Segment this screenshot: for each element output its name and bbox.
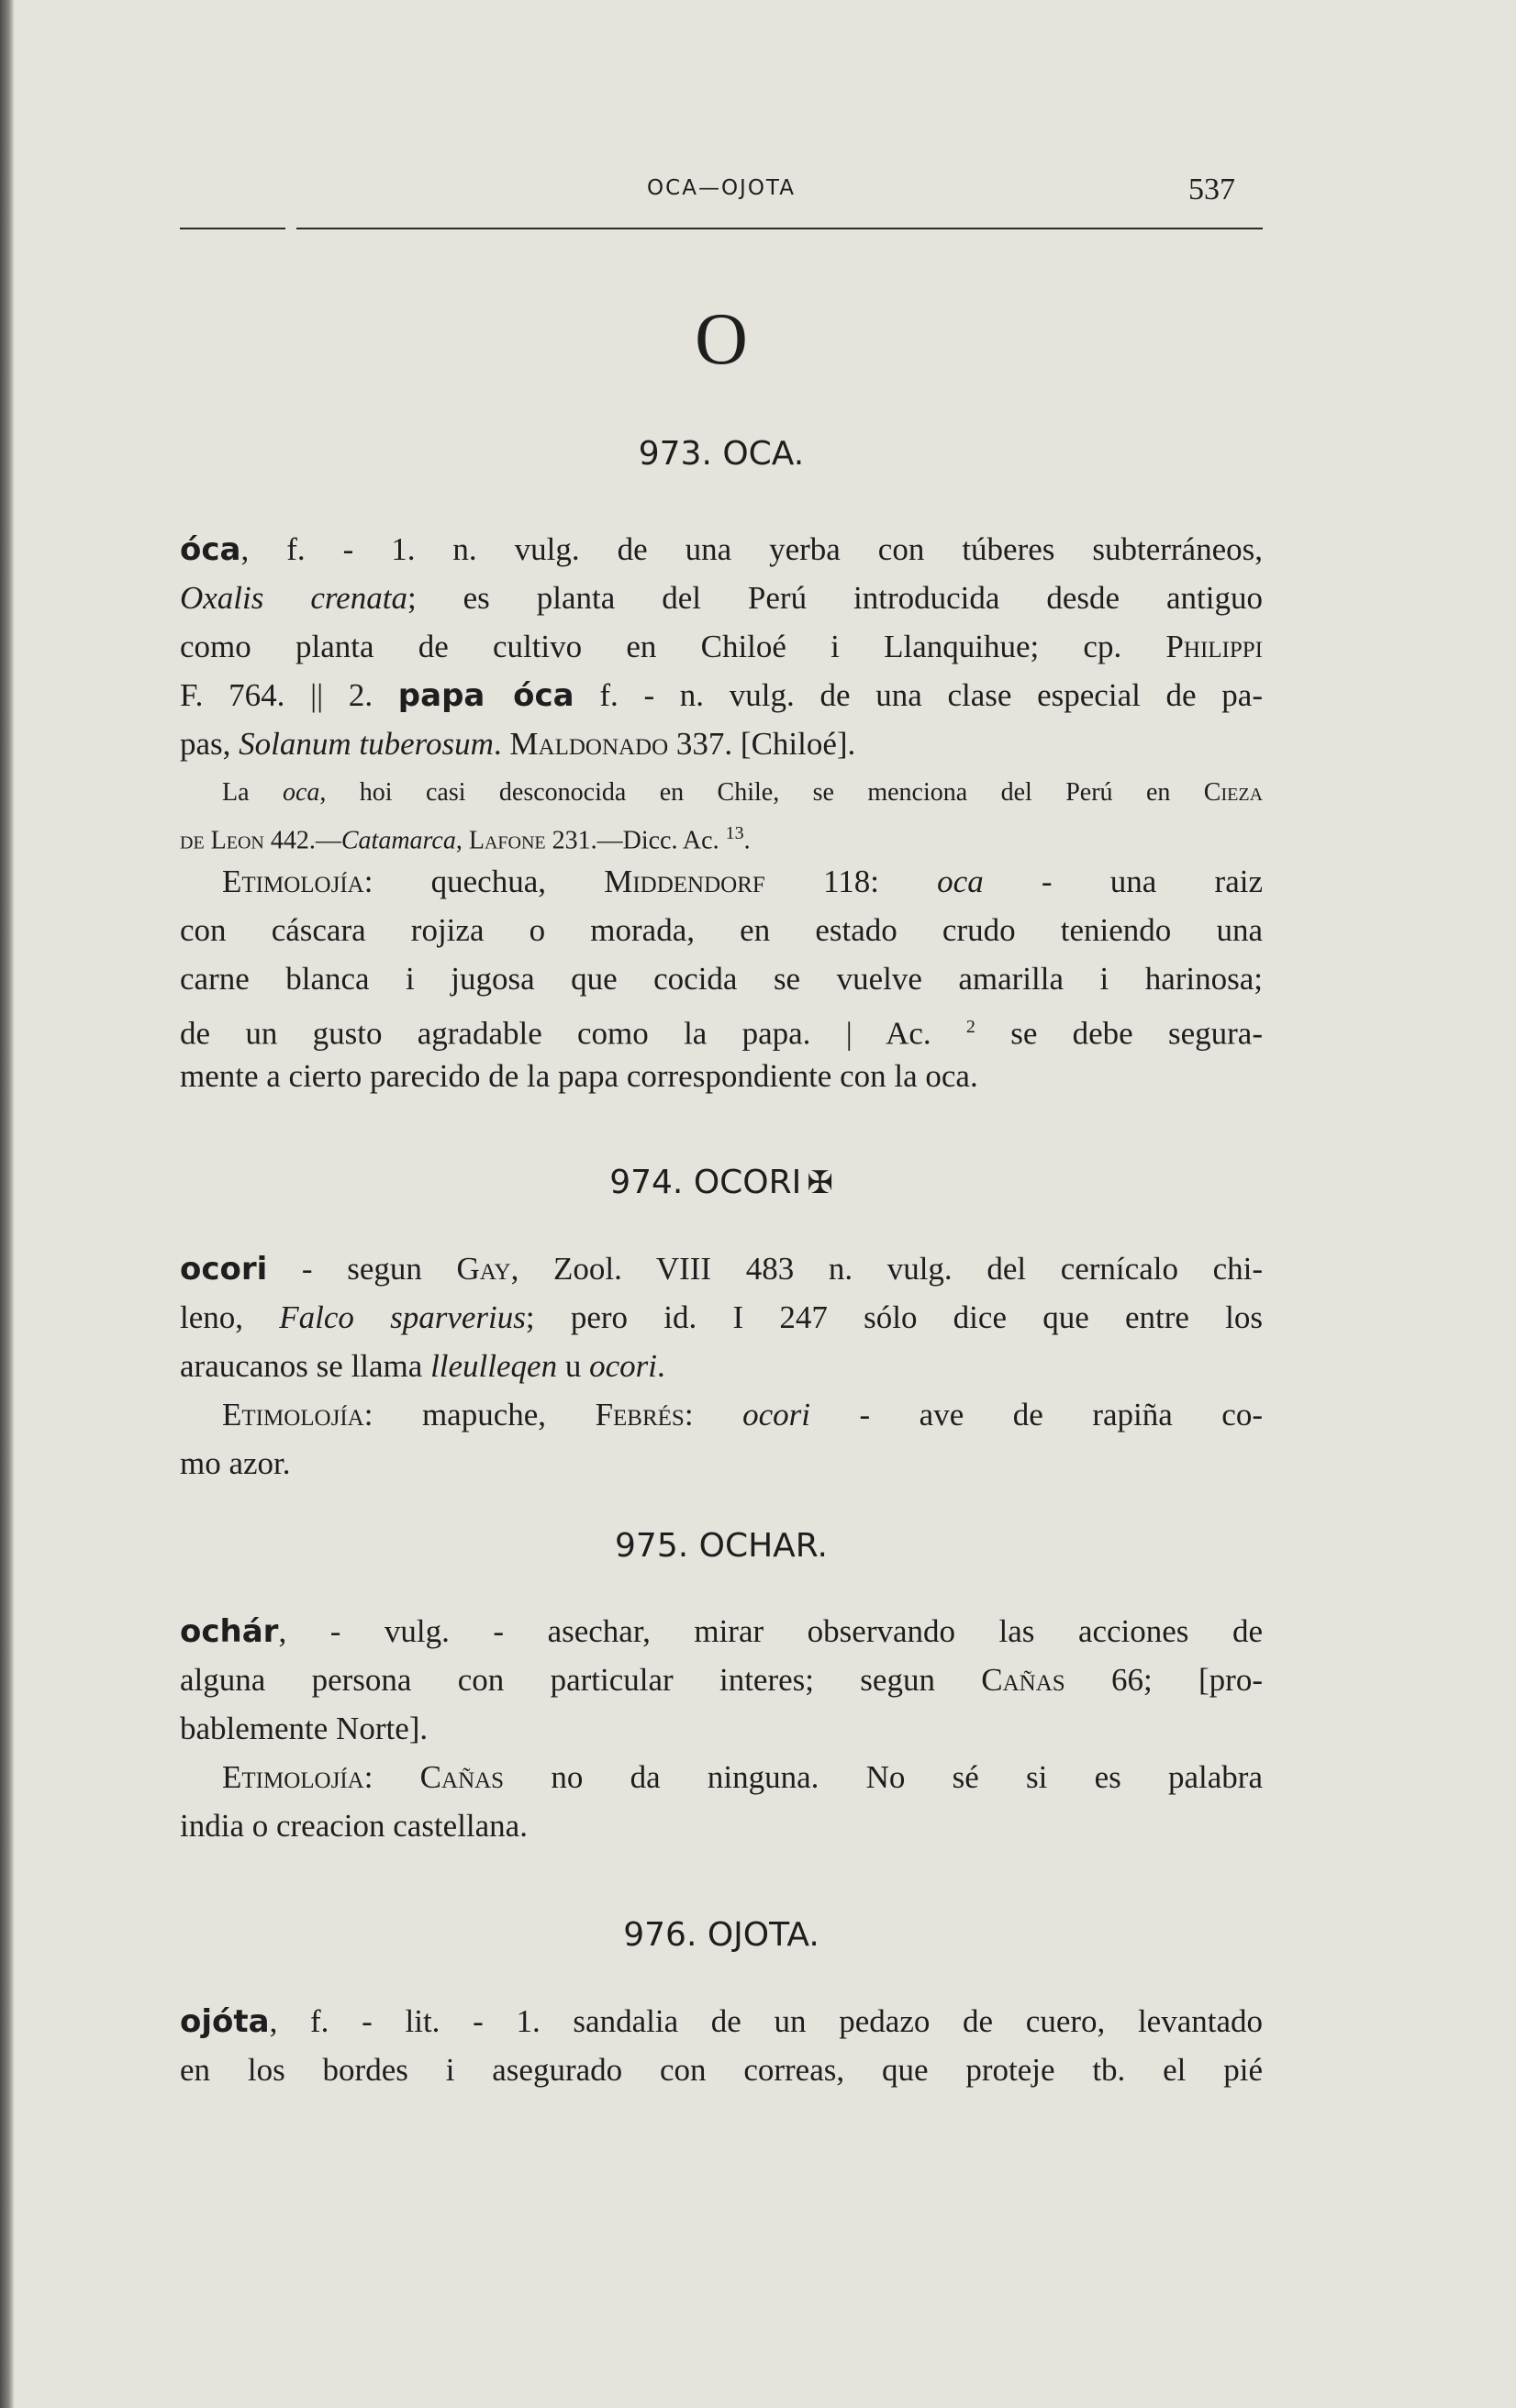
entry-heading-text: 976. OJOTA. xyxy=(623,1916,819,1954)
oca-line-2: Oxalis crenata; es planta del Perú introducida desde antiguo xyxy=(180,580,1263,616)
author-name: Cañas xyxy=(981,1662,1065,1698)
oca-line-4: F. 764. || 2. papa óca f. - n. vulg. de una clase especial de pa- xyxy=(180,677,1263,714)
page-header xyxy=(180,173,1263,209)
ocori-etym-line-1: Etimolojía: mapuche, Febrés: ocori - ave de rapiña co- xyxy=(222,1397,1263,1433)
ojota-line-2: en los bordes i asegurado con correas, que proteje tb. el pié xyxy=(180,2052,1263,2088)
ochar-line-3: bablemente Norte]. xyxy=(180,1711,429,1746)
ocori-line-3: araucanos se llama lleulleqen u ocori. xyxy=(180,1348,665,1384)
author-name: Febrés xyxy=(595,1397,685,1433)
author-name: Maldonado xyxy=(509,726,669,762)
ochar-etym-line-1: Etimolojía: Cañas no da ninguna. No sé si es palabra xyxy=(222,1759,1263,1795)
scientific-name: Oxalis crenata xyxy=(180,580,407,616)
entry-heading-974 xyxy=(180,1164,1263,1201)
author-name: Middendorf xyxy=(604,864,765,899)
ojota-line-1: ojóta, f. - lit. - 1. sandalia de un pedazo de cuero, levantado xyxy=(180,2003,1264,2040)
author-name: Cañas xyxy=(419,1759,505,1795)
author-name: Cieza xyxy=(1203,778,1264,807)
entry-heading-text: 973. OCA. xyxy=(638,435,805,473)
headword: ojóta xyxy=(180,2003,270,2040)
oca-line-5: pas, Solanum tuberosum. Maldonado 337. [Chiloé]. xyxy=(180,726,856,762)
headword: óca xyxy=(180,531,241,568)
entry-heading-976 xyxy=(180,1916,1263,1954)
ochar-line-1: ochár, - vulg. - asechar, mirar observando las acciones de xyxy=(180,1613,1263,1650)
oca-line-3: como planta de cultivo en Chiloé i Llanquihue; cp. Philippi xyxy=(180,629,1263,664)
ochar-etym-line-2: india o creacion castellana. xyxy=(180,1808,528,1844)
headword: ocori xyxy=(180,1251,268,1288)
oca-note-line-2: de Leon 442.—Catamarca, Lafone 231.—Dicc. Ac. $^{13}$. xyxy=(180,823,751,855)
oca-note-line-1: La oca, hoi casi desconocida en Chile, se menciona del Perú en Cieza xyxy=(222,778,1264,807)
ochar-line-2: alguna persona con particular interes; segun Cañas 66; [pro- xyxy=(180,1662,1263,1698)
running-head: OCA—OJOTA xyxy=(647,176,796,200)
oca-etym-line-1: Etimolojía: quechua, Middendorf 118: oca - una raiz xyxy=(222,864,1263,899)
header-rule xyxy=(180,228,1263,229)
ocori-line-1: ocori - segun Gay, Zool. VIII 483 n. vulg. del cernícalo chi- xyxy=(180,1251,1263,1288)
scientific-name: Falco sparverius xyxy=(279,1299,526,1335)
entry-heading-975 xyxy=(180,1527,1263,1565)
etymology-label: Etimolojía xyxy=(222,1397,364,1433)
author-name: de Leon xyxy=(180,826,264,855)
cross-icon: ✠ xyxy=(807,1165,833,1201)
scientific-name: Solanum tuberosum xyxy=(239,726,494,762)
oca-line-1: óca, f. - 1. n. vulg. de una yerba con túberes subterráneos, xyxy=(180,531,1263,568)
etymology-label: Etimolojía xyxy=(222,1759,364,1795)
section-letter: O xyxy=(695,299,748,380)
oca-etym-line-5: mente a cierto parecido de la papa correspondiente con la oca. xyxy=(180,1058,978,1094)
ocori-etym-line-2: mo azor. xyxy=(180,1445,291,1481)
page-number: 537 xyxy=(1188,173,1235,206)
author-name: Lafone xyxy=(468,826,546,855)
etymology-label: Etimolojía xyxy=(222,864,364,899)
entry-heading-text: 975. OCHAR. xyxy=(615,1527,828,1565)
author-name: Philippi xyxy=(1165,629,1263,664)
page-edge-shadow xyxy=(0,0,15,2408)
entry-heading-text: 974. OCORI xyxy=(609,1164,802,1201)
headword: ochár xyxy=(180,1613,279,1650)
oca-etym-line-2: con cáscara rojiza o morada, en estado crudo teniendo una xyxy=(180,912,1263,948)
ocori-line-2: leno, Falco sparverius; pero id. I 247 sólo dice que entre los xyxy=(180,1299,1263,1335)
book-page xyxy=(180,0,1263,2408)
entry-heading-973 xyxy=(180,435,1263,473)
author-name: Gay xyxy=(456,1251,511,1287)
oca-etym-line-3: carne blanca i jugosa que cocida se vuelve amarilla i harinosa; xyxy=(180,961,1263,997)
header-rule-gap xyxy=(285,226,296,231)
headword: papa óca xyxy=(397,677,574,714)
oca-etym-line-4: de un gusto agradable como la papa. | Ac. $^2$ se debe segura- xyxy=(180,1015,1263,1052)
